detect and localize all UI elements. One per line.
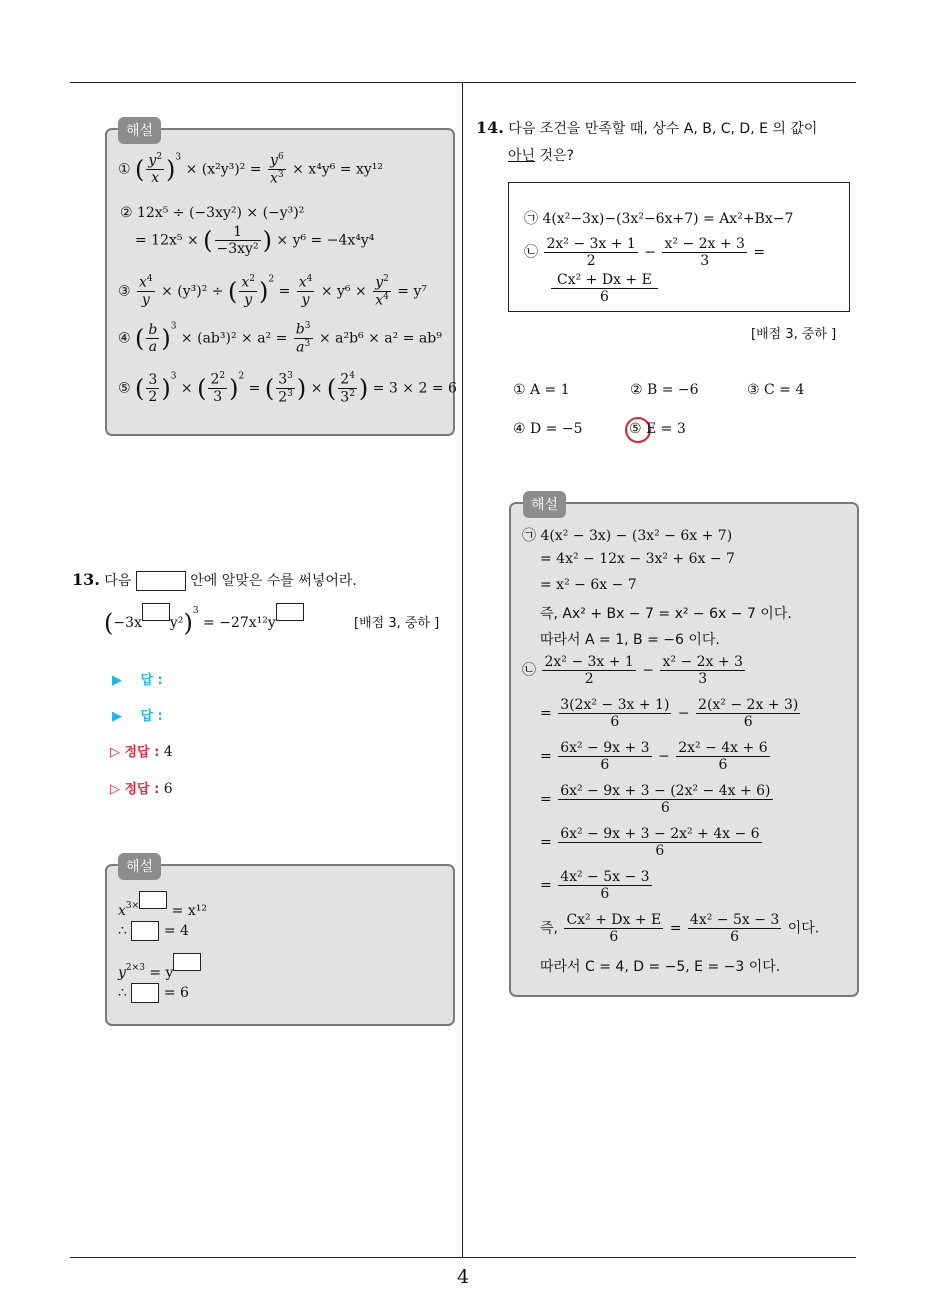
blank-box <box>136 571 186 591</box>
solution-tag: 해설 <box>523 491 566 518</box>
bottom-rule <box>70 1257 856 1258</box>
top-rule <box>70 82 856 83</box>
question-13-header: 13. 다음 안에 알맞은 수를 써넣어라. <box>72 570 357 589</box>
rb-line-4: 즉, Ax² + Bx − 7 = x² − 6x − 7 이다. <box>540 606 792 622</box>
rb-frac-row-6: = $\frac{\text{4x² − 5x − 3}}{6}$ <box>540 869 650 903</box>
condition-1: ㉠ 4(x²−3x)−(3x²−6x+7) = Ax²+Bx−7 <box>524 211 794 227</box>
rb-frac-row-5: = $\frac{\text{6x² − 9x + 3 − 2x² + 4x − 6}}{6}$ <box>540 826 760 860</box>
option-4[interactable]: ④ D = −5 <box>513 421 583 437</box>
solution-tag: 해설 <box>118 853 161 880</box>
play-icon: ▶ <box>112 709 122 724</box>
triangle-outline-icon: ▷ <box>110 782 120 797</box>
solution-line-6: ⑤ ( $\frac{3}{2}$ )$^3$ × ( $\frac{2^2}{3}$ )$^2$ = ( $\frac{3^3}{2^3}$ ) × ( $\frac{2^4}{3^2}$ ) = 3 × 2 = 6 <box>118 371 457 406</box>
answer-row-1: ▶ 답 : <box>112 673 163 688</box>
rb-frac-row-4: = $\frac{\text{6x² − 9x + 3 − (2x² − 4x + 6)}}{6}$ <box>540 783 771 817</box>
option-5[interactable]: ⑤ E = 3 <box>629 421 686 437</box>
question-14-score: [배점 3, 중하 ] <box>751 327 837 342</box>
condition-2: ㉡ $\frac{\text{2x² − 3x + 1}}{2}$ − $\frac{\text{x² − 2x + 3}}{3}$ = <box>524 236 766 270</box>
solution-line-2: ② 12x⁵ ÷ (−3xy²) × (−y³)² <box>120 205 305 221</box>
rb-frac-row-2: = $\frac{\text{3(2x² − 3x + 1)}}{6}$ − $\frac{\text{2(x² − 2x + 3)}}{6}$ <box>540 697 799 731</box>
box2-line-1: $x^{3\times} = x^{12}$ <box>118 891 207 919</box>
blank-exponent-2[interactable] <box>276 603 304 621</box>
box2-line-2: ∴ = 4 <box>118 923 189 939</box>
condition-2-rhs: $\frac{\text{Cx² + Dx + E}}{6}$ <box>549 272 660 305</box>
rb-line-last: 따라서 C = 4, D = −5, E = −3 이다. <box>540 959 781 975</box>
solution-line-3: = 12x⁵ × ( $\frac{1}{\text{−3xy²}}$ ) × y⁶ = −4x⁴y⁴ <box>135 224 375 258</box>
rb-line-1: ㉠ 4(x² − 3x) − (3x² − 6x + 7) <box>522 528 733 544</box>
triangle-outline-icon: ▷ <box>110 745 120 760</box>
rb-frac-row-3: = $\frac{\text{6x² − 9x + 3}}{6}$ − $\frac{\text{2x² − 4x + 6}}{6}$ <box>540 740 768 774</box>
page-number: 4 <box>456 1266 470 1288</box>
answer-row-2: ▶ 답 : <box>112 709 163 724</box>
rb-line-5: 따라서 A = 1, B = −6 이다. <box>540 632 720 648</box>
option-3[interactable]: ③ C = 4 <box>747 382 805 398</box>
rb-line-2: = 4x² − 12x − 3x² + 6x − 7 <box>540 551 735 567</box>
solution-answer-1: ▷ 정답 : 4 <box>110 744 173 760</box>
question-14-header-line2: 아닌 것은? <box>508 148 574 164</box>
play-icon: ▶ <box>112 673 122 688</box>
solution-line-4: ③ $\frac{x^4}{y}$ × (y³)² ÷ ( $\frac{x^2}{y}$ )$^2$ = $\frac{x^4}{y}$ × y⁶ × $\frac{y^2}{x^4}$ = y⁷ <box>118 274 427 309</box>
question-13-equation: (−3x y²)$^3$ = −27x¹²y <box>104 603 304 637</box>
solution-tag: 해설 <box>118 117 161 144</box>
rb-frac-row-7: 즉, $\frac{\text{Cx² + Dx + E}}{6}$ = $\frac{\text{4x² − 5x − 3}}{6}$ 이다. <box>540 912 820 946</box>
option-2[interactable]: ② B = −6 <box>630 382 699 398</box>
box2-line-3: $y^{2\times 3} = y$ <box>118 953 201 981</box>
question-14-header: 14. 다음 조건을 만족할 때, 상수 A, B, C, D, E 의 값이 <box>476 118 818 137</box>
column-divider <box>462 83 463 1258</box>
blank-exponent-1[interactable] <box>142 603 170 621</box>
question-13-score: [배점 3, 중하 ] <box>354 616 440 631</box>
solution-line-5: ④ ( $\frac{b}{a}$ )$^3$ × (ab³)² × a² = $\frac{b^3}{a^3}$ × a²b⁶ × a² = ab⁹ <box>118 321 442 356</box>
option-1[interactable]: ① A = 1 <box>513 382 570 398</box>
rb-frac-row-1: ㉡ $\frac{\text{2x² − 3x + 1}}{2}$ − $\frac{\text{x² − 2x + 3}}{3}$ <box>522 654 743 688</box>
box2-line-4: ∴ = 6 <box>118 985 189 1001</box>
rb-line-3: = x² − 6x − 7 <box>540 577 637 593</box>
solution-line-1: ① ( $\frac{y^2}{x}$ )$^3$ × (x²y³)² = $\frac{y^6}{x^3}$ × x⁴y⁶ = xy¹² <box>118 152 383 187</box>
solution-answer-2: ▷ 정답 : 6 <box>110 781 173 797</box>
